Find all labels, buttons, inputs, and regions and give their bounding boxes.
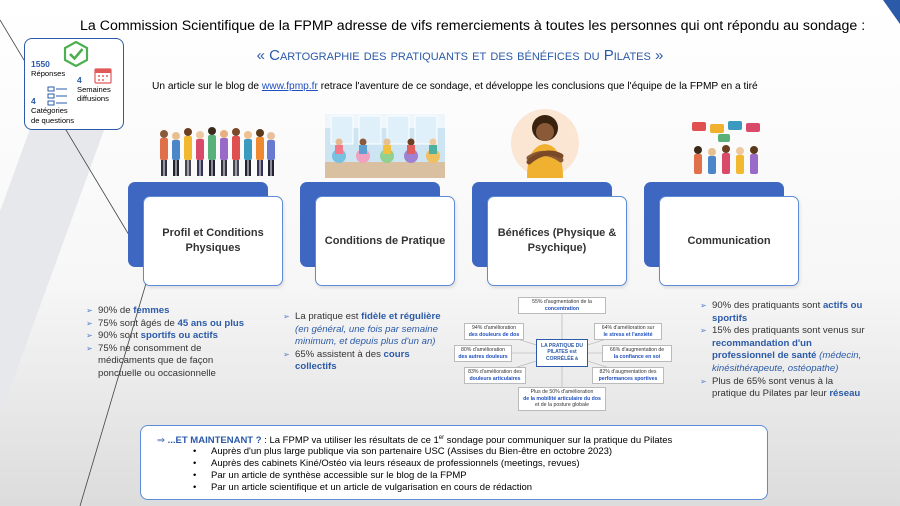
next-steps-list bbox=[193, 446, 612, 494]
next-steps-box bbox=[140, 425, 768, 500]
crowd-illustration bbox=[156, 120, 278, 178]
communication-item: ➢ 15% des pratiquants sont venus sur recommandation d'un professionnel de santé (médecin, kinésithérapeute, ostéopathe) bbox=[700, 325, 865, 375]
category-communication: Communication bbox=[659, 196, 799, 286]
list-item: • Auprès des cabinets Kiné/Ostéo via leurs réseaux de professionnels (meetings, revues) bbox=[193, 458, 612, 470]
profil-item: ➢ 90% sont sportifs ou actifs bbox=[86, 330, 256, 343]
pilates-class-illustration bbox=[325, 114, 445, 178]
list-item: • Par un article de synthèse accessible sur le blog de la FPMP bbox=[193, 470, 612, 482]
survey-title: « Cartographie des pratiquants et des bénéfices du Pilates » bbox=[256, 47, 664, 64]
category-benefices: Bénéfices (Physique & Psychique) bbox=[487, 196, 627, 286]
benefit-concentration: 55% d'augmentation de la concentration bbox=[518, 297, 606, 314]
check-shield-icon bbox=[63, 41, 89, 67]
benefits-diagram bbox=[452, 295, 678, 419]
categories-count: 4 bbox=[31, 96, 36, 106]
pratique-bullets bbox=[283, 311, 448, 374]
benefit-douleurs: 80% d'amélioration des autres douleurs bbox=[454, 345, 512, 362]
communication-item: ➢ 90% des pratiquants sont actifs ou sportifs bbox=[700, 300, 865, 325]
profil-item: ➢ 75% ne consomment de médicaments que de façon ponctuelle ou occasionnelle bbox=[86, 343, 256, 381]
benefit-articulaires: 83% d'amélioration des douleurs articulaires bbox=[464, 367, 526, 384]
communication-illustration bbox=[688, 120, 770, 178]
stats-card bbox=[24, 38, 124, 130]
benefit-mobilite: Plus de 50% d'amélioration de la mobilité articulaire du dos et de la posture globale bbox=[518, 387, 606, 411]
list-item: • Auprès d'un plus large publique via son partenaire USC (Assises du Bien-être en octobre 2023) bbox=[193, 446, 612, 458]
self-hug-illustration bbox=[505, 108, 585, 178]
next-steps-heading: ⇒ ...ET MAINTENANT ? : La FPMP va utiliser les résultats de ce 1er sondage pour communiquer sur la pratique du Pilates bbox=[157, 435, 673, 447]
pratique-item: ➢ 65% assistent à des cours collectifs bbox=[283, 349, 448, 374]
pratique-item: ➢ La pratique est fidèle et régulière (en général, une fois par semaine minimum, et depuis plus d'un an) bbox=[283, 311, 448, 349]
weeks-count: 4 bbox=[77, 75, 82, 85]
intro-after: retrace l'aventure de ce sondage, et développe les conclusions que l'équipe de la FPMP en a tiré bbox=[317, 81, 758, 92]
page-title: La Commission Scientifique de la FPMP adresse de vifs remerciements à toutes les personnes qui ont répondu au sondage : bbox=[80, 18, 866, 34]
benefit-dos: 94% d'amélioration des douleurs de dos bbox=[464, 323, 524, 340]
communication-bullets bbox=[700, 300, 865, 401]
intro-text bbox=[152, 81, 852, 92]
intro-before: Un article sur le blog de bbox=[152, 81, 262, 92]
profil-bullets bbox=[86, 305, 256, 381]
blog-link[interactable]: www.fpmp.fr bbox=[261, 81, 318, 92]
benefit-performances: 82% d'augmentation des performances sportives bbox=[592, 367, 664, 384]
profil-item: ➢ 90% de femmes bbox=[86, 305, 256, 318]
benefits-center: LA PRATIQUE DU PILATES est CORRÉLÉE à bbox=[536, 339, 588, 367]
list-icon bbox=[47, 85, 69, 107]
arrow-icon: ⇒ bbox=[157, 435, 165, 447]
weeks-label-1: Semaines bbox=[77, 85, 111, 94]
benefit-stress: 64% d'amélioration sur le stress et l'anxiété bbox=[594, 323, 662, 340]
responses-count: 1550 bbox=[31, 59, 50, 69]
responses-label: Réponses bbox=[31, 69, 66, 78]
list-item: • Par un article scientifique et un article de vulgarisation en cours de rédaction bbox=[193, 482, 612, 494]
category-pratique: Conditions de Pratique bbox=[315, 196, 455, 286]
categories-label-2: de questions bbox=[31, 116, 75, 125]
profil-item: ➢ 75% sont âgés de 45 ans ou plus bbox=[86, 318, 256, 331]
communication-item: ➢ Plus de 65% sont venus à la pratique du Pilates par leur réseau bbox=[700, 376, 865, 401]
calendar-icon bbox=[93, 65, 113, 85]
weeks-label-2: diffusions bbox=[77, 94, 109, 103]
category-profil: Profil et Conditions Physiques bbox=[143, 196, 283, 286]
categories-label-1: Catégories bbox=[31, 106, 68, 115]
benefit-confiance: 66% d'augmentation de la confiance en soi bbox=[602, 345, 672, 362]
